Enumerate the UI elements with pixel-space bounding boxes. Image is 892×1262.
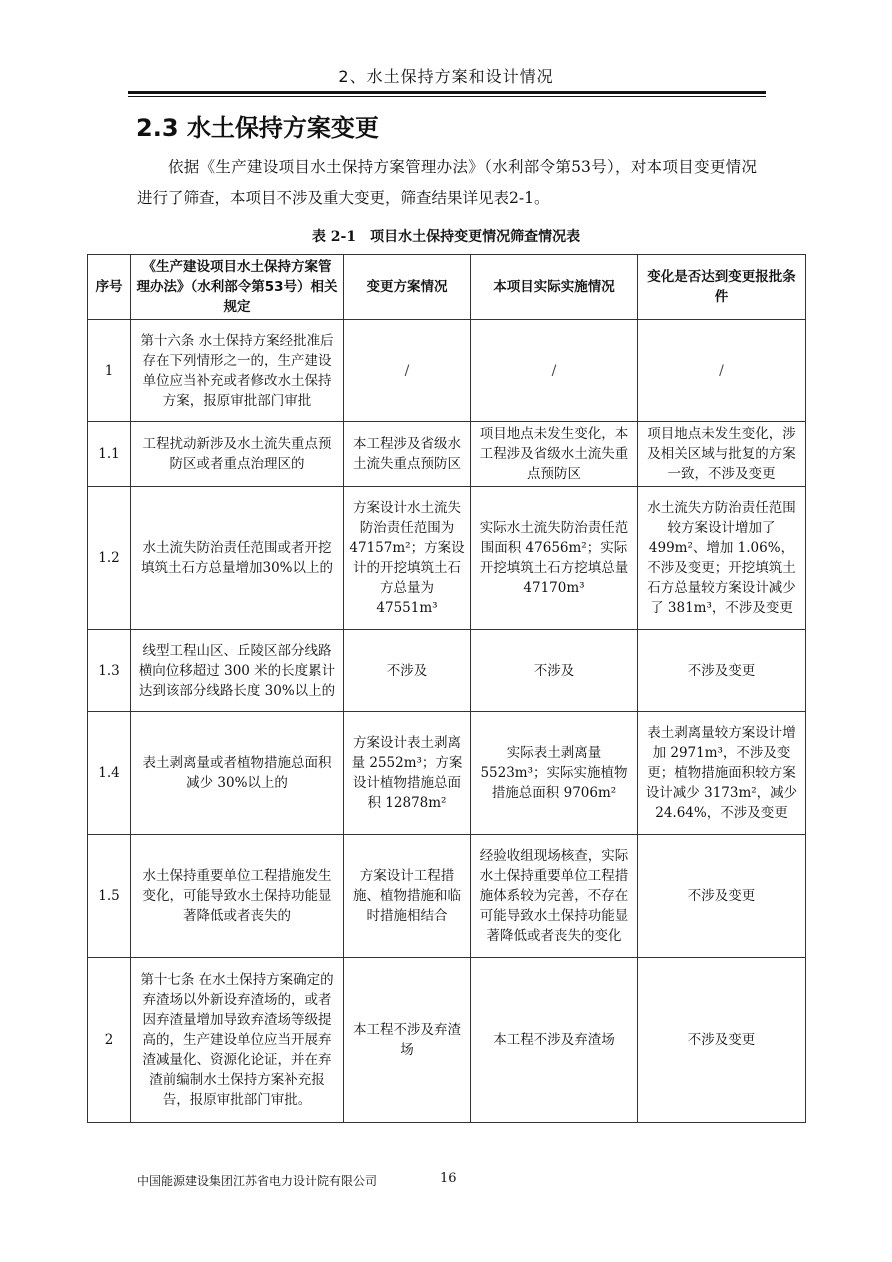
row-result: 项目地点未发生变化，涉及相关区域与批复的方案一致，不涉及变更	[638, 422, 806, 487]
row-no: 1.3	[88, 630, 131, 712]
row-rule: 第十六条 水土保持方案经批准后存在下列情形之一的，生产建设单位应当补充或者修改水土保持方案，报原审批部门审批	[131, 320, 344, 422]
row-plan: 方案设计工程措施、植物措施和临时措施相结合	[344, 835, 471, 958]
row-no: 2	[88, 958, 131, 1123]
screening-table	[87, 254, 806, 1123]
row-plan: 本工程涉及省级水土流失重点预防区	[344, 422, 471, 487]
row-actual: 本工程不涉及弃渣场	[471, 958, 638, 1123]
page-number: 16	[440, 1171, 457, 1186]
section-heading: 2.3 水土保持方案变更	[136, 114, 379, 142]
row-plan: 方案设计水土流失防治责任范围为 47157m²；方案设计的开挖填筑土石方总量为 47551m³	[344, 487, 471, 630]
header-rule-thick	[128, 91, 766, 94]
table-row	[88, 487, 806, 630]
row-rule: 第十七条 在水土保持方案确定的弃渣场以外新设弃渣场的，或者因弃渣量增加导致弃渣场等级提高的，生产建设单位应当开展弃渣减量化、资源化论证，并在弃渣前编制水土保持方案补充报告，报原审批部门审批。	[131, 958, 344, 1123]
page-header-title: 2、水土保持方案和设计情况	[338, 67, 554, 86]
row-plan: 本工程不涉及弃渣场	[344, 958, 471, 1123]
row-result: 不涉及变更	[638, 630, 806, 712]
row-actual: 经验收组现场核查，实际水土保持重要单位工程措施体系较为完善，不存在可能导致水土保持功能显著降低或者丧失的变化	[471, 835, 638, 958]
table-row	[88, 835, 806, 958]
row-actual: 不涉及	[471, 630, 638, 712]
row-result: 表土剥离量较方案设计增加 2971m³，不涉及变更；植物措施面积较方案设计减少 3173m²，减少 24.64%，不涉及变更	[638, 712, 806, 835]
header-cell-plan: 变更方案情况	[344, 255, 471, 320]
row-actual: 实际表土剥离量 5523m³；实际实施植物措施总面积 9706m²	[471, 712, 638, 835]
footer-company: 中国能源建设集团江苏省电力设计院有限公司	[137, 1174, 378, 1188]
table-header-row	[88, 255, 806, 320]
table-row	[88, 630, 806, 712]
header-cell-rule: 《生产建设项目水土保持方案管理办法》（水利部令第53号）相关规定	[131, 255, 344, 320]
row-rule: 水土流失防治责任范围或者开挖填筑土石方总量增加30%以上的	[131, 487, 344, 630]
row-actual: 项目地点未发生变化，本工程涉及省级水土流失重点预防区	[471, 422, 638, 487]
row-result: 不涉及变更	[638, 958, 806, 1123]
row-no: 1	[88, 320, 131, 422]
row-result: /	[638, 320, 806, 422]
table-row	[88, 958, 806, 1123]
row-result: 不涉及变更	[638, 835, 806, 958]
row-plan: 不涉及	[344, 630, 471, 712]
table-row	[88, 320, 806, 422]
row-plan: 方案设计表土剥离量 2552m³；方案设计植物措施总面积 12878m²	[344, 712, 471, 835]
table-row	[88, 422, 806, 487]
row-no: 1.1	[88, 422, 131, 487]
row-no: 1.4	[88, 712, 131, 835]
row-result: 水土流失方防治责任范围较方案设计增加了 499m²、增加 1.06%，不涉及变更；开挖填筑土石方总量较方案设计减少了 381m³，不涉及变更	[638, 487, 806, 630]
header-cell-result: 变化是否达到变更报批条件	[638, 255, 806, 320]
row-rule: 线型工程山区、丘陵区部分线路横向位移超过 300 米的长度累计达到该部分线路长度 30%以上的	[131, 630, 344, 712]
row-rule: 水土保持重要单位工程措施发生变化，可能导致水土保持功能显著降低或者丧失的	[131, 835, 344, 958]
row-plan: /	[344, 320, 471, 422]
row-actual: 实际水土流失防治责任范围面积 47656m²；实际开挖填筑土石方挖填总量 47170m³	[471, 487, 638, 630]
header-rule-thin	[128, 96, 766, 97]
row-no: 1.2	[88, 487, 131, 630]
row-rule: 工程扰动新涉及水土流失重点预防区或者重点治理区的	[131, 422, 344, 487]
table-caption: 表 2-1 项目水土保持变更情况筛查情况表	[311, 229, 581, 245]
header-cell-actual: 本项目实际实施情况	[471, 255, 638, 320]
row-actual: /	[471, 320, 638, 422]
header-cell-no: 序号	[88, 255, 131, 320]
row-rule: 表土剥离量或者植物措施总面积减少 30%以上的	[131, 712, 344, 835]
table-row	[88, 712, 806, 835]
row-no: 1.5	[88, 835, 131, 958]
intro-paragraph: 依据《生产建设项目水土保持方案管理办法》（水利部令第53号），对本项目变更情况进行了筛查，本项目不涉及重大变更，筛查结果详见表2-1。	[137, 158, 757, 207]
